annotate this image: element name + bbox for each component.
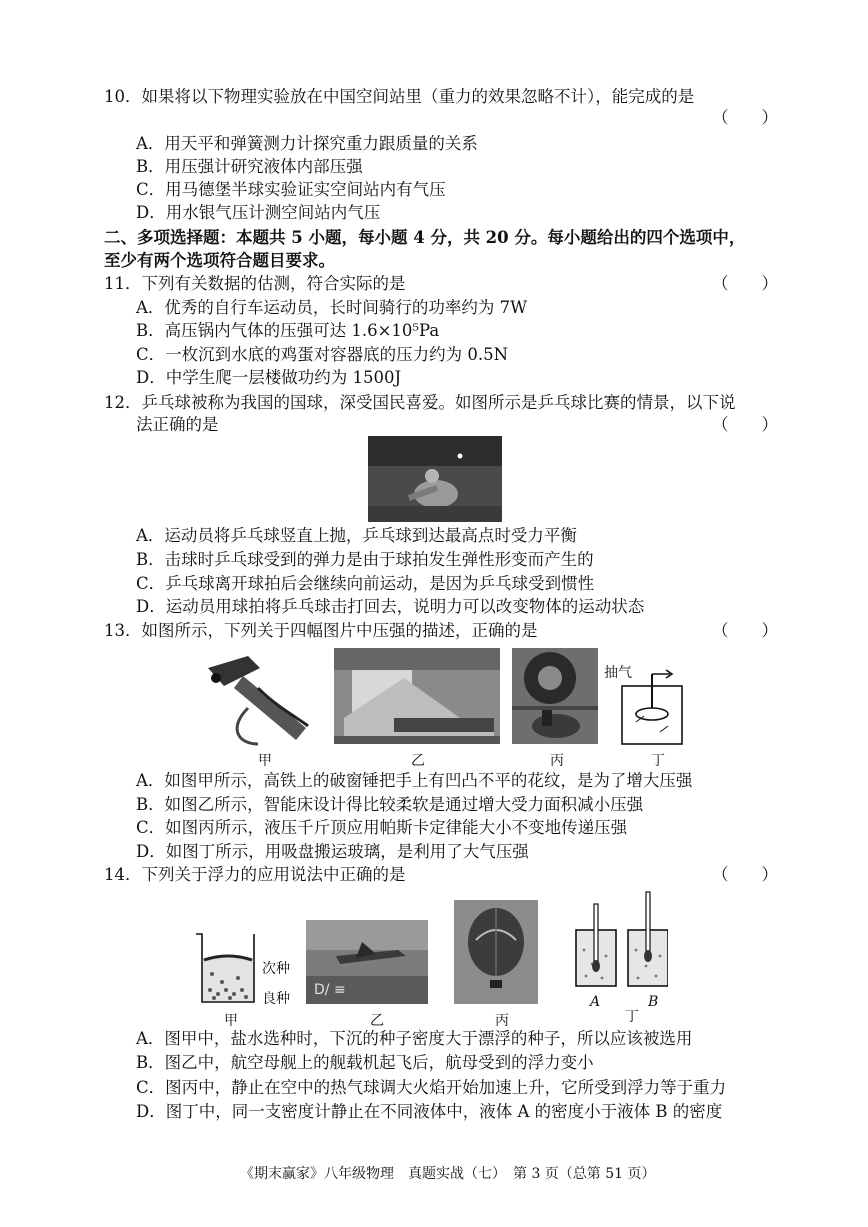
q12-answer-bracket: （ ） [712, 415, 778, 434]
emergency-hammer-photo [188, 648, 324, 748]
section-heading: 二、多项选择题：本题共 5 小题，每小题 4 分，共 20 分。每小题给出的四个选项中， [104, 228, 746, 247]
q10-option-d: D．用水银气压计测空间站内气压 [136, 203, 381, 222]
q11-stem: 11．下列有关数据的估测，符合实际的是 [104, 274, 406, 293]
seed-selection-beaker [192, 930, 262, 1006]
q11-option-d: D．中学生爬一层楼做功约为 1500J [136, 368, 402, 387]
beaker-b-label: B [648, 994, 659, 1010]
q14-caption-yi: 乙 [370, 1013, 384, 1029]
section-heading-cont: 至少有两个选项符合题目要求。 [104, 251, 335, 270]
table-tennis-photo [368, 436, 502, 522]
good-seed-label: 良种 [262, 991, 290, 1007]
q14-option-c: C．图丙中，静止在空中的热气球调大火焰开始加速上升，它所受到浮力等于重力 [136, 1078, 727, 1097]
q14-answer-bracket: （ ） [712, 865, 778, 884]
q14-caption-jia: 甲 [224, 1013, 238, 1029]
aircraft-carrier-photo [306, 920, 428, 1004]
q14-caption-bing: 丙 [495, 1013, 509, 1029]
hydrometer-beakers [572, 890, 668, 994]
q12-option-a: A．运动员将乒乓球竖直上抛，乒乓球到达最高点时受力平衡 [136, 526, 577, 545]
q10-answer-bracket: （ ） [712, 108, 778, 127]
hot-air-balloon-photo [454, 900, 538, 1004]
q13-answer-bracket: （ ） [712, 621, 778, 640]
q11-option-c: C．一枚沉到水底的鸡蛋对容器底的压力约为 0.5N [136, 345, 509, 364]
inferior-seed-label: 次种 [262, 961, 290, 977]
q14-stem: 14．下列关于浮力的应用说法中正确的是 [104, 865, 406, 884]
q13-option-a: A．如图甲所示，高铁上的破窗锤把手上有凹凸不平的花纹，是为了增大压强 [136, 771, 693, 790]
q10-stem: 10．如果将以下物理实验放在中国空间站里（重力的效果忽略不计），能完成的是 [104, 87, 695, 106]
hydraulic-jack-photo [512, 648, 598, 744]
q14-option-a: A．图甲中，盐水选种时，下沉的种子密度大于漂浮的种子，所以应该被选用 [136, 1029, 693, 1048]
q13-option-c: C．如图丙所示，液压千斤顶应用帕斯卡定律能大小不变地传递压强 [136, 818, 628, 837]
q10-option-c: C．用马德堡半球实验证实空间站内有气压 [136, 180, 446, 199]
q12-option-b: B．击球时乒乓球受到的弹力是由于球拍发生弹性形变而产生的 [136, 550, 594, 569]
q14-caption-ding: 丁 [625, 1009, 639, 1025]
q14-option-d: D．图丁中，同一支密度计静止在不同液体中，液体 A 的密度小于液体 B 的密度 [136, 1102, 723, 1121]
q11-option-a: A．优秀的自行车运动员，长时间骑行的功率约为 7W [136, 298, 528, 317]
q13-stem: 13．如图所示，下列关于四幅图片中压强的描述，正确的是 [104, 621, 538, 640]
beaker-a-label: A [590, 994, 601, 1010]
q13-caption-jia: 甲 [258, 753, 272, 769]
q11-answer-bracket: （ ） [712, 274, 778, 293]
pump-air-label: 抽气 [604, 665, 632, 681]
svg-text:D/ ≡: D/ ≡ [314, 982, 346, 998]
q13-caption-ding: 丁 [651, 753, 665, 769]
q13-caption-bing: 丙 [550, 753, 564, 769]
q11-option-b: B．高压锅内气体的压强可达 1.6×10⁵Pa [136, 321, 440, 340]
q12-stem-cont: 法正确的是 [136, 415, 219, 434]
q14-option-b: B．图乙中，航空母舰上的舰载机起飞后，航母受到的浮力变小 [136, 1053, 594, 1072]
q12-option-c: C．乒乓球离开球拍后会继续向前运动，是因为乒乓球受到惯性 [136, 574, 595, 593]
smart-bed-photo [334, 648, 500, 744]
q13-option-d: D．如图丁所示，用吸盘搬运玻璃，是利用了大气压强 [136, 842, 529, 861]
q12-stem: 12．乒乓球被称为我国的国球，深受国民喜爱。如图所示是乒乓球比赛的情景，以下说 [104, 393, 736, 412]
q13-option-b: B．如图乙所示，智能床设计得比较柔软是通过增大受力面积减小压强 [136, 795, 644, 814]
q13-caption-yi: 乙 [411, 753, 425, 769]
q10-option-b: B．用压强计研究液体内部压强 [136, 157, 363, 176]
q10-option-a: A．用天平和弹簧测力计探究重力跟质量的关系 [136, 134, 478, 153]
page-footer: 《期末赢家》八年级物理 真题实战（七） 第 3 页（总第 51 页） [240, 1166, 656, 1182]
q12-option-d: D．运动员用球拍将乒乓球击打回去，说明力可以改变物体的运动状态 [136, 597, 645, 616]
